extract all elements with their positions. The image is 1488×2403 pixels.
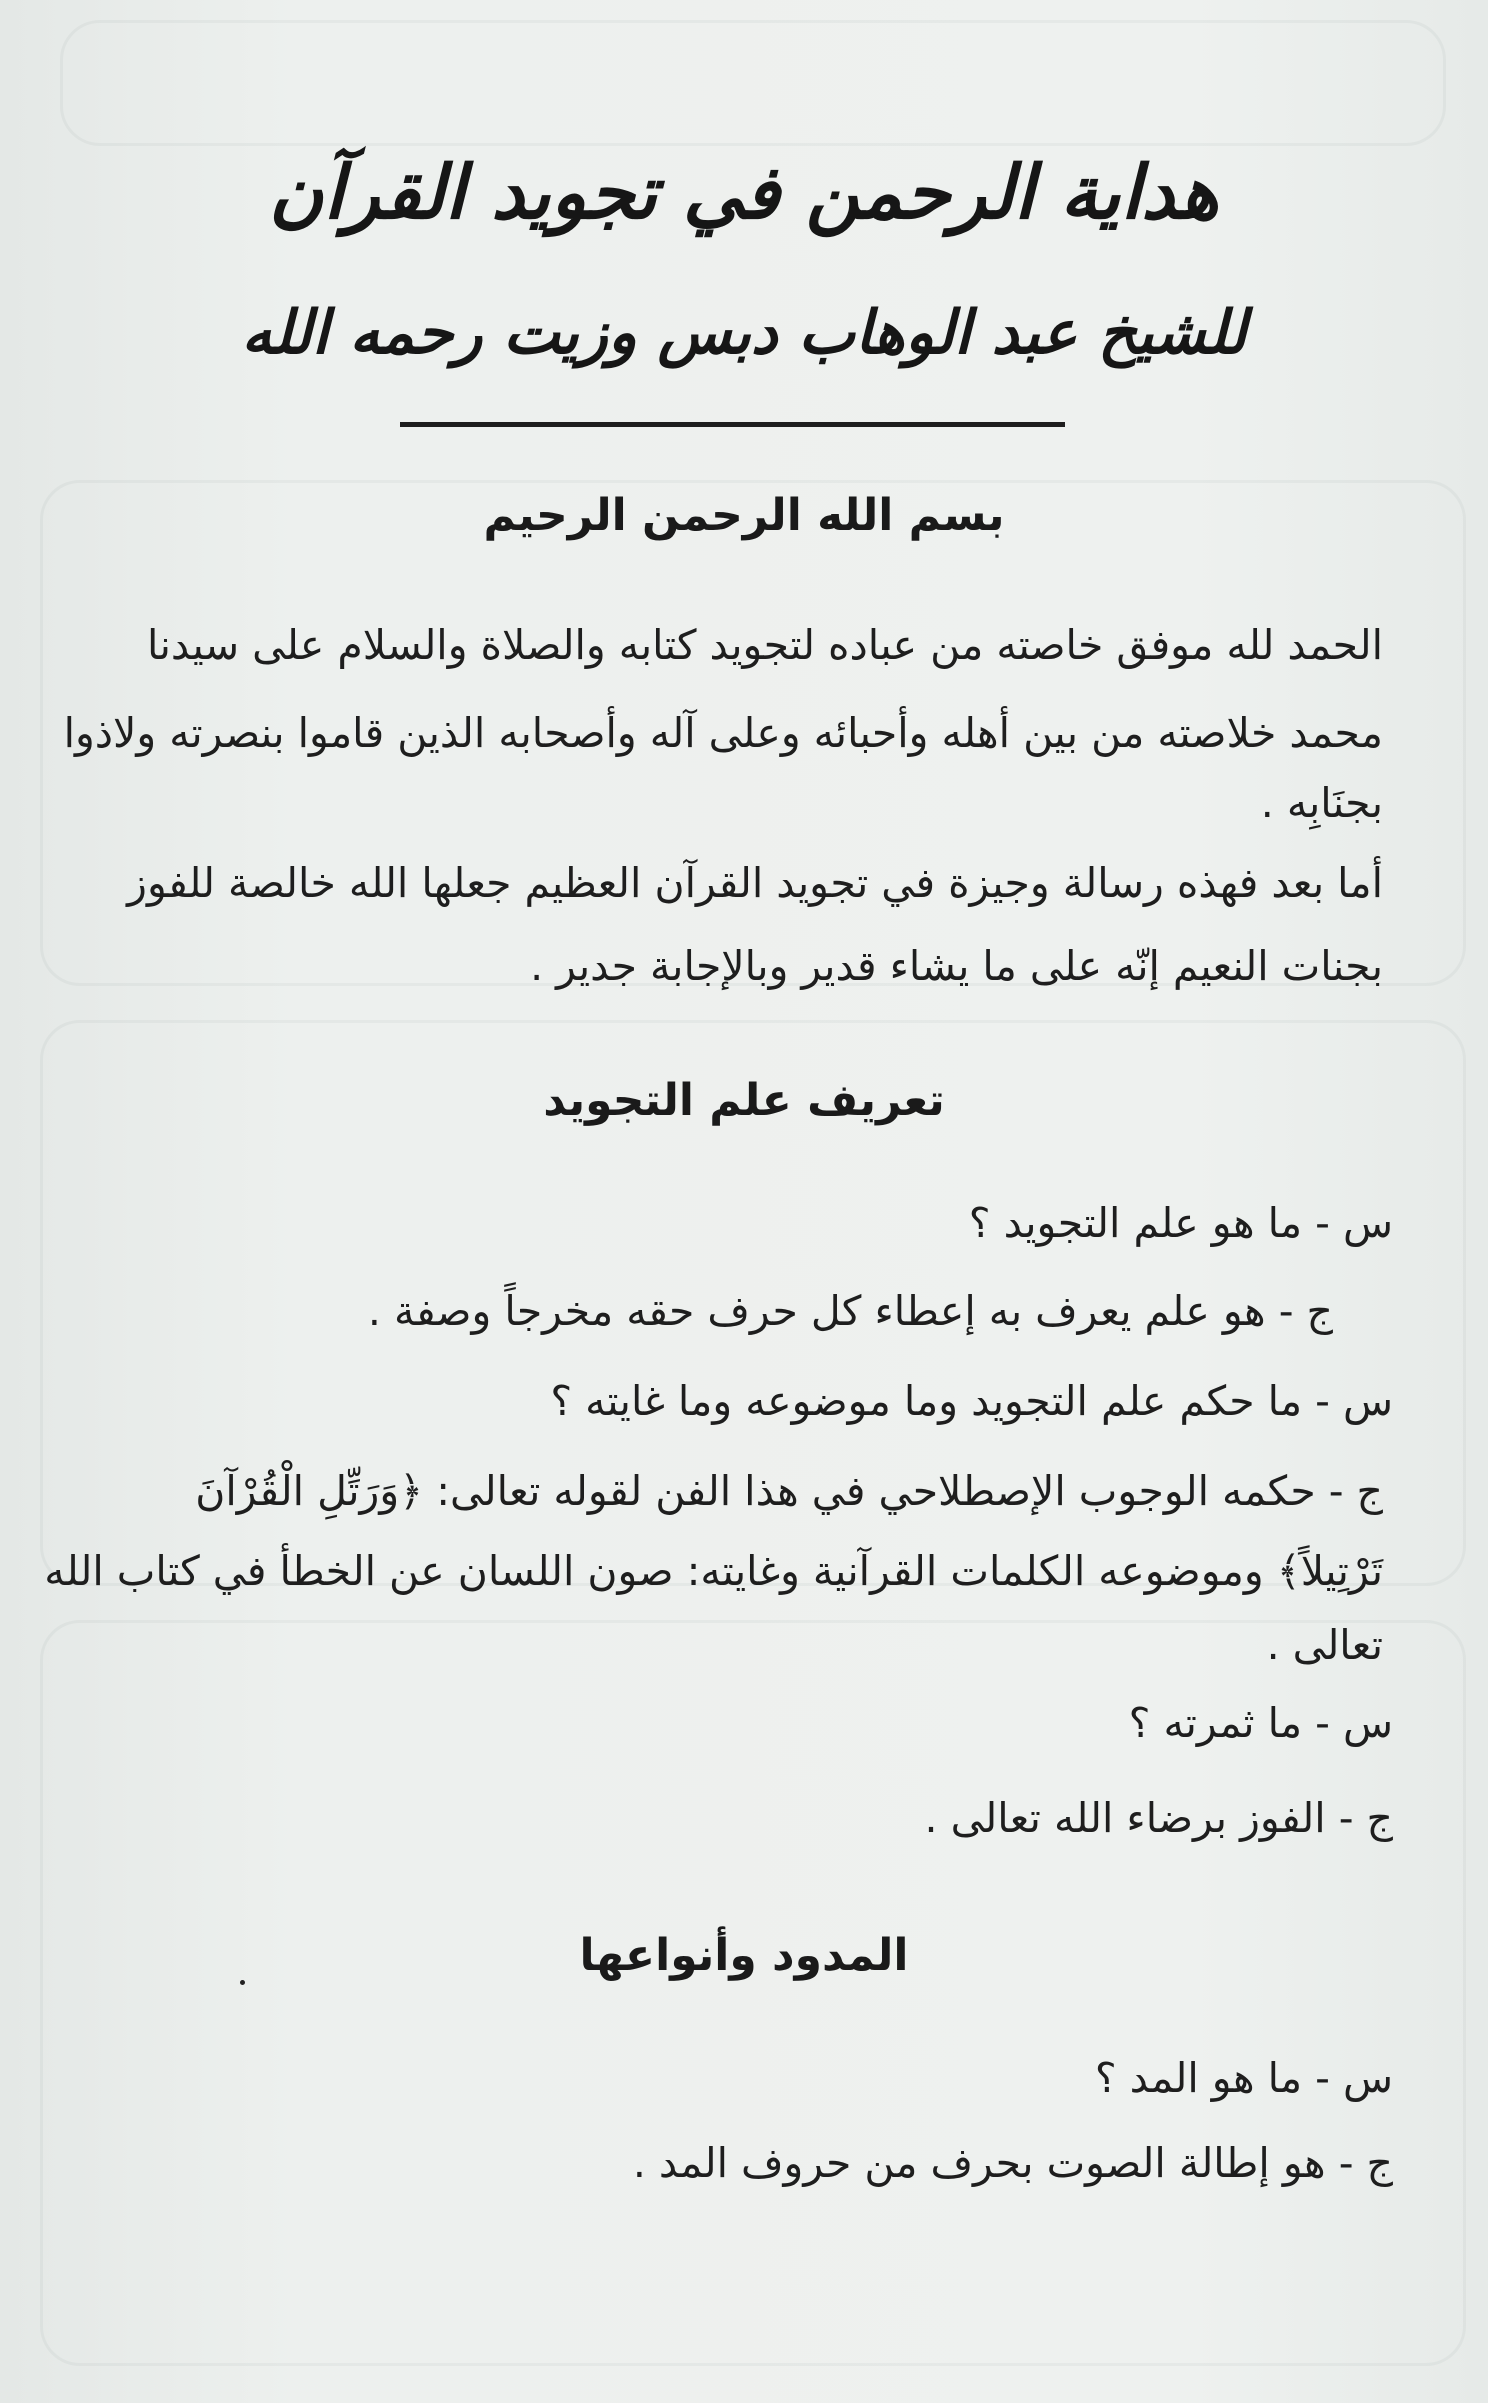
answer: تعالى . (1266, 1621, 1383, 1669)
intro-line: بجنَابِه . (1260, 779, 1383, 827)
answer: ج - الفوز برضاء الله تعالى . (924, 1794, 1393, 1842)
question: س - ما حكم علم التجويد وما موضوعه وما غايته ؟ (550, 1377, 1393, 1425)
question: س - ما هو علم التجويد ؟ (968, 1199, 1393, 1247)
answer: تَرْتِيلاً﴾ وموضوعه الكلمات القرآنية وغايته: صون اللسان عن الخطأ في كتاب الله (44, 1547, 1383, 1595)
section-heading: تعريف علم التجويد (543, 1075, 945, 1126)
intro-line: محمد خلاصته من بين أهله وأحبائه وعلى آله وأصحابه الذين قاموا بنصرته ولاذوا (63, 709, 1383, 757)
book-author: للشيخ عبد الوهاب دبس وزيت رحمه الله (241, 298, 1247, 368)
intro-line: أما بعد فهذه رسالة وجيزة في تجويد القرآن العظيم جعلها الله خالصة للفوز (127, 859, 1383, 907)
ghost-ornament (60, 20, 1446, 146)
title-divider (400, 422, 1065, 427)
ink-speck (240, 1980, 245, 1985)
intro-line: الحمد لله موفق خاصته من عباده لتجويد كتابه والصلاة والسلام على سيدنا (146, 621, 1383, 669)
basmala: بسم الله الرحمن الرحيم (483, 490, 1005, 541)
answer: ج - هو علم يعرف به إعطاء كل حرف حقه مخرجاً وصفة . (367, 1287, 1333, 1335)
answer: ج - حكمه الوجوب الإصطلاحي في هذا الفن لقوله تعالى: ﴿وَرَتِّلِ الْقُرْآنَ (195, 1467, 1383, 1515)
intro-line: بجنات النعيم إنّه على ما يشاء قدير وبالإجابة جدير . (530, 942, 1383, 990)
book-title: هداية الرحمن في تجويد القرآن (269, 150, 1219, 236)
answer: ج - هو إطالة الصوت بحرف من حروف المد . (632, 2139, 1393, 2187)
question: س - ما ثمرته ؟ (1128, 1699, 1393, 1747)
question: س - ما هو المد ؟ (1094, 2054, 1393, 2102)
section-heading: المدود وأنواعها (579, 1930, 909, 1981)
